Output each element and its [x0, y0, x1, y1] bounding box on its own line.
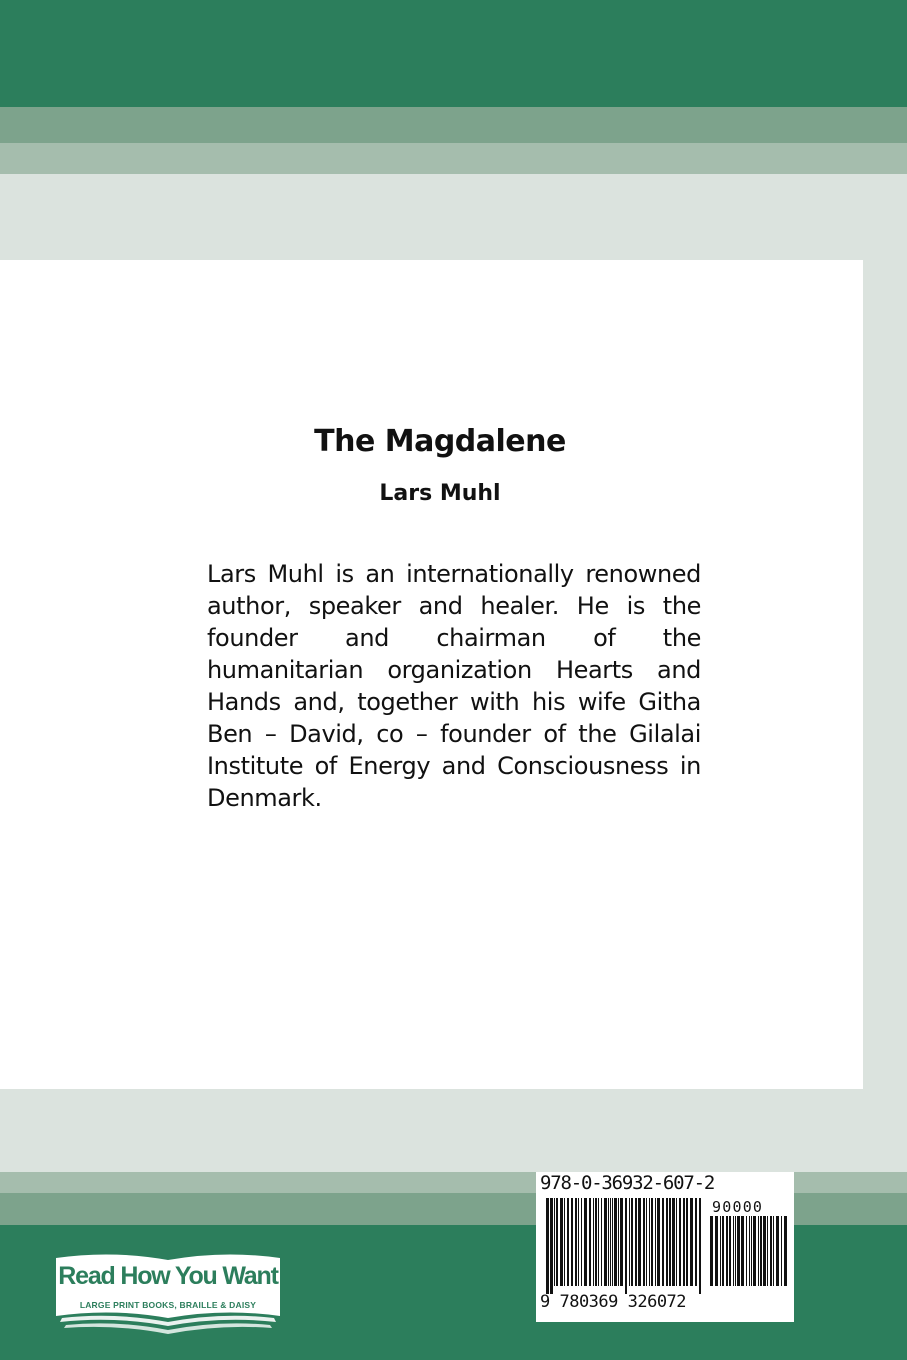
- barcode-bar: [655, 1198, 656, 1286]
- barcode-bar: [625, 1198, 627, 1294]
- barcode-bar: [556, 1198, 558, 1286]
- top-band-pale: [0, 174, 907, 260]
- barcode-bar: [608, 1198, 609, 1286]
- top-band-light: [0, 143, 907, 174]
- barcode-bar: [746, 1216, 747, 1286]
- barcode-bar: [638, 1198, 641, 1286]
- barcode-bar: [753, 1216, 756, 1286]
- barcode-bar: [784, 1216, 787, 1286]
- author-bio: Lars Muhl is an internationally renowned author, speaker and healer. He is the founder and chairman of the humanitarian organization Hearts and Hands and, together with his wife Githa Ben – David, co – founder of the Gilalai Institute of Energy and Consciousness in Denmark.: [207, 560, 701, 812]
- barcode-bar: [733, 1216, 734, 1286]
- barcode-bar: [578, 1198, 579, 1286]
- barcode-bar: [662, 1198, 664, 1286]
- book-title: The Magdalene: [314, 424, 566, 459]
- barcode-bar: [781, 1216, 782, 1286]
- barcode-bar: [657, 1198, 660, 1286]
- barcode-bar: [669, 1198, 671, 1286]
- barcode-bar: [649, 1198, 650, 1286]
- barcode-bar: [683, 1198, 685, 1286]
- barcode-bar: [773, 1216, 774, 1286]
- barcode-bar: [672, 1198, 675, 1286]
- barcode-bar: [612, 1198, 613, 1286]
- barcode-bar: [560, 1198, 563, 1286]
- barcode-bar: [679, 1198, 681, 1286]
- top-band-mid: [0, 107, 907, 143]
- barcode-bar: [571, 1198, 573, 1286]
- barcode-bar: [651, 1198, 653, 1286]
- barcode-bar: [715, 1216, 718, 1286]
- barcode-bar: [581, 1198, 582, 1286]
- publisher-name: Read How You Want: [58, 1262, 278, 1290]
- barcode-bar: [629, 1198, 630, 1286]
- barcode-bar: [631, 1198, 633, 1286]
- barcode-bar: [584, 1198, 587, 1286]
- top-band-dark: [0, 0, 907, 107]
- barcode-bar: [760, 1216, 762, 1286]
- barcode-bar: [735, 1216, 736, 1286]
- barcode-bar: [758, 1216, 759, 1286]
- barcode-bar: [614, 1198, 617, 1286]
- barcode-bar: [601, 1198, 602, 1286]
- barcode-bar: [618, 1198, 619, 1286]
- barcode-bar: [567, 1198, 569, 1286]
- barcode-bar: [720, 1216, 721, 1286]
- book-author: Lars Muhl: [379, 481, 501, 506]
- barcode-bar: [554, 1198, 555, 1286]
- barcode-bar: [695, 1198, 697, 1286]
- publisher-tagline: LARGE PRINT BOOKS, BRAILLE & DAISY: [79, 1300, 257, 1310]
- barcode-bar: [643, 1198, 645, 1286]
- barcode-bar: [763, 1216, 766, 1286]
- publisher-logo: [52, 1252, 284, 1338]
- barcode-bar: [635, 1198, 637, 1286]
- barcode-bar: [690, 1198, 693, 1286]
- barcode-bar: [686, 1198, 688, 1286]
- barcode-bar: [749, 1216, 750, 1286]
- barcode-bar: [646, 1198, 647, 1286]
- barcode-bar: [776, 1216, 779, 1286]
- barcode-bar: [770, 1216, 772, 1286]
- barcode-bar: [598, 1198, 599, 1286]
- barcode-bar: [564, 1198, 565, 1286]
- barcode-bars-addon: [710, 1216, 790, 1294]
- barcode-bar: [741, 1216, 744, 1286]
- barcode-bar: [546, 1198, 549, 1294]
- barcode-bar: [610, 1198, 611, 1286]
- barcode-bar: [726, 1216, 728, 1286]
- barcode-bar: [604, 1198, 607, 1286]
- bottom-band-pale: [0, 1089, 907, 1172]
- isbn-barcode: [536, 1172, 794, 1322]
- barcode-bar: [595, 1198, 597, 1286]
- barcode-bar: [593, 1198, 594, 1286]
- barcode-bar: [589, 1198, 591, 1286]
- barcode-bar: [699, 1198, 701, 1294]
- barcode-bar: [722, 1216, 724, 1286]
- barcode-bar: [620, 1198, 623, 1286]
- barcode-bar: [676, 1198, 677, 1286]
- barcode-bar: [767, 1216, 768, 1286]
- barcode-bar: [737, 1216, 740, 1286]
- barcode-bar: [550, 1198, 553, 1294]
- isbn-digits: 9 780369 326072: [540, 1292, 687, 1312]
- barcode-bar: [729, 1216, 731, 1286]
- barcode-bar: [710, 1216, 713, 1286]
- barcode-bar: [666, 1198, 668, 1286]
- barcode-bars-main: [546, 1198, 702, 1294]
- addon-label: 90000: [712, 1198, 764, 1216]
- isbn-label: 978-0-36932-607-2: [540, 1172, 715, 1194]
- barcode-bar: [751, 1216, 752, 1286]
- barcode-bar: [575, 1198, 577, 1286]
